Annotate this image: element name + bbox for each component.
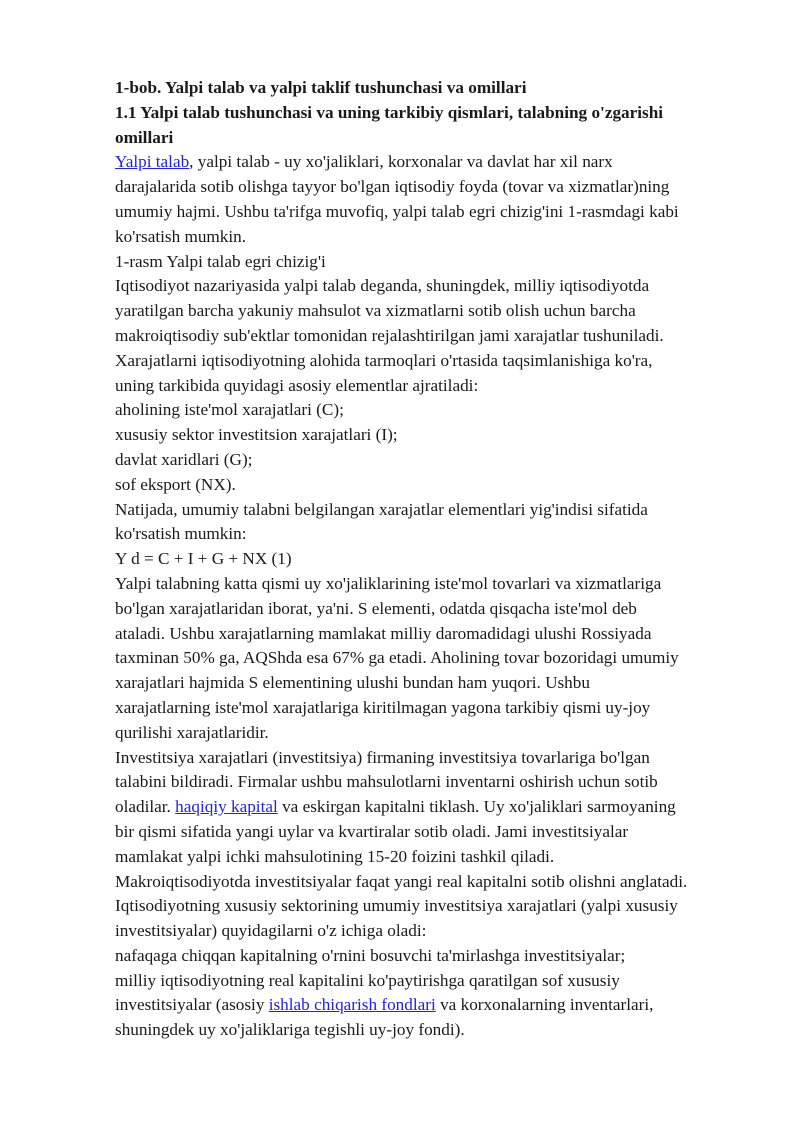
paragraph-5-line-7: qurilishi xarajatlaridir. [115, 722, 269, 742]
paragraph-5-line-2: bo'lgan xarajatlaridan iborat, ya'ni. S elementi, odatda qisqacha iste'mol deb [115, 598, 637, 618]
paragraph-2-line-1: Iqtisodiyot nazariyasida yalpi talab deganda, shuningdek, milliy iqtisodiyotda [115, 276, 650, 296]
section-heading-line-2: omillari [115, 127, 174, 147]
paragraph-8-line-1: Iqtisodiyotning xususiy sektorining umumiy investitsiya xarajatlari (yalpi xususiy [115, 896, 678, 916]
paragraph-6-line-3 [115, 795, 745, 820]
paragraph-5-line-4: taxminan 50% ga, AQShda esa 67% ga etadi. Aholining tovar bozoridagi umumiy [115, 648, 679, 668]
paragraph-1-line-2: darajalarida sotib olishga tayyor bo'lgan iqtisodiy foyda (tovar va xizmatlar)ning [115, 177, 670, 197]
paragraph-1-line-1 [115, 150, 745, 175]
paragraph-6-line-3-start: oladilar. [115, 797, 176, 817]
list-2-item-2-line-2 [115, 993, 745, 1018]
list-2-item-1: nafaqaga chiqqan kapitalning o'rnini bosuvchi ta'mirlashga investitsiyalar; [115, 945, 626, 965]
figure-caption: 1-rasm Yalpi talab egri chizig'i [115, 251, 326, 271]
paragraph-2-line-3: makroiqtisodiy sub'ektlar tomonidan rejalashtirilgan jami xarajatlar tushuniladi. [115, 325, 664, 345]
ishlab-chiqarish-fondlari-link[interactable]: ishlab chiqarish fondlari [268, 995, 436, 1015]
paragraph-4-line-1: Natijada, umumiy talabni belgilangan xarajatlar elementlari yig'indisi sifatida [115, 499, 648, 519]
document-page [115, 76, 745, 1043]
paragraph-5-line-5: xarajatlari hajmida S elementining ulushi bundan ham yuqori. Ushbu [115, 673, 590, 693]
paragraph-2-line-2: yaratilgan barcha yakuniy mahsulot va xizmatlarni sotib olish uchun barcha [115, 301, 636, 321]
list-2-item-2-line-1: milliy iqtisodiyotning real kapitalini ko'paytirishga qaratilgan sof xususiy [115, 970, 620, 990]
list-2-item-2-line-2-start: investitsiyalar (asosiy [115, 995, 269, 1015]
list-item-consumption: aholining iste'mol xarajatlari (C); [115, 400, 344, 420]
paragraph-6-line-1: Investitsiya xarajatlari (investitsiya) firmaning investitsiya tovarlariga bo'lgan [115, 747, 650, 767]
paragraph-1-line-3: umumiy hajmi. Ushbu ta'rifga muvofiq, yalpi talab egri chizig'ini 1-rasmdagi kabi [115, 201, 679, 221]
paragraph-6-line-4: bir qismi sifatida yangi uylar va kvartiralar sotib oladi. Jami investitsiyalar [115, 821, 629, 841]
list-item-government: davlat xaridlari (G); [115, 449, 253, 469]
section-heading-line-1: 1.1 Yalpi talab tushunchasi va uning tarkibiy qismlari, talabning o'zgarishi [115, 102, 664, 122]
paragraph-6-line-3-end: va eskirgan kapitalni tiklash. Uy xo'jaliklari sarmoyaning [277, 797, 676, 817]
chapter-heading: 1-bob. Yalpi talab va yalpi taklif tushunchasi va omillari [115, 78, 527, 97]
list-2-item-2-line-2-end: va korxonalarning inventarlari, [435, 995, 654, 1015]
paragraph-6-line-5: mamlakat yalpi ichki mahsulotining 15-20 foizini tashkil qiladi. [115, 846, 555, 866]
paragraph-5-line-3: ataladi. Ushbu xarajatlarning mamlakat milliy daromadidagi ulushi Rossiyada [115, 623, 652, 643]
paragraph-5-line-6: xarajatlarning iste'mol xarajatlariga kiritilmagan yagona tarkibiy qismi uy-joy [115, 697, 651, 717]
list-item-net-export: sof eksport (NX). [115, 474, 236, 494]
haqiqiy-kapital-link[interactable]: haqiqiy kapital [175, 797, 278, 817]
paragraph-4-line-2: ko'rsatish mumkin: [115, 524, 247, 544]
paragraph-6-line-2: talabini bildiradi. Firmalar ushbu mahsulotlarni inventarni oshirish uchun sotib [115, 772, 658, 792]
paragraph-3-line-1: Xarajatlarni iqtisodiyotning alohida tarmoqlari o'rtasida taqsimlanishiga ko'ra, [115, 350, 653, 370]
paragraph-1-line-4: ko'rsatish mumkin. [115, 226, 247, 246]
formula: Y d = C + I + G + NX (1) [115, 549, 292, 569]
paragraph-5-line-1: Yalpi talabning katta qismi uy xo'jaliklarining iste'mol tovarlari va xizmatlariga [115, 573, 662, 593]
paragraph-8-line-2: investitsiyalar) quyidagilarni o'z ichiga oladi: [115, 921, 427, 941]
yalpi-talab-link[interactable]: Yalpi talab [115, 152, 190, 172]
paragraph-7-line-1: Makroiqtisodiyotda investitsiyalar faqat yangi real kapitalni sotib olishni anglatadi. [115, 871, 688, 891]
paragraph-1-line-1-text: , yalpi talab - uy xo'jaliklari, korxonalar va davlat har xil narx [189, 152, 613, 172]
list-2-item-2-line-3: shuningdek uy xo'jaliklariga tegishli uy-joy fondi). [115, 1020, 465, 1040]
paragraph-3-line-2: uning tarkibida quyidagi asosiy elementlar ajratiladi: [115, 375, 479, 395]
list-item-investment: xususiy sektor investitsion xarajatlari (I); [115, 425, 398, 445]
